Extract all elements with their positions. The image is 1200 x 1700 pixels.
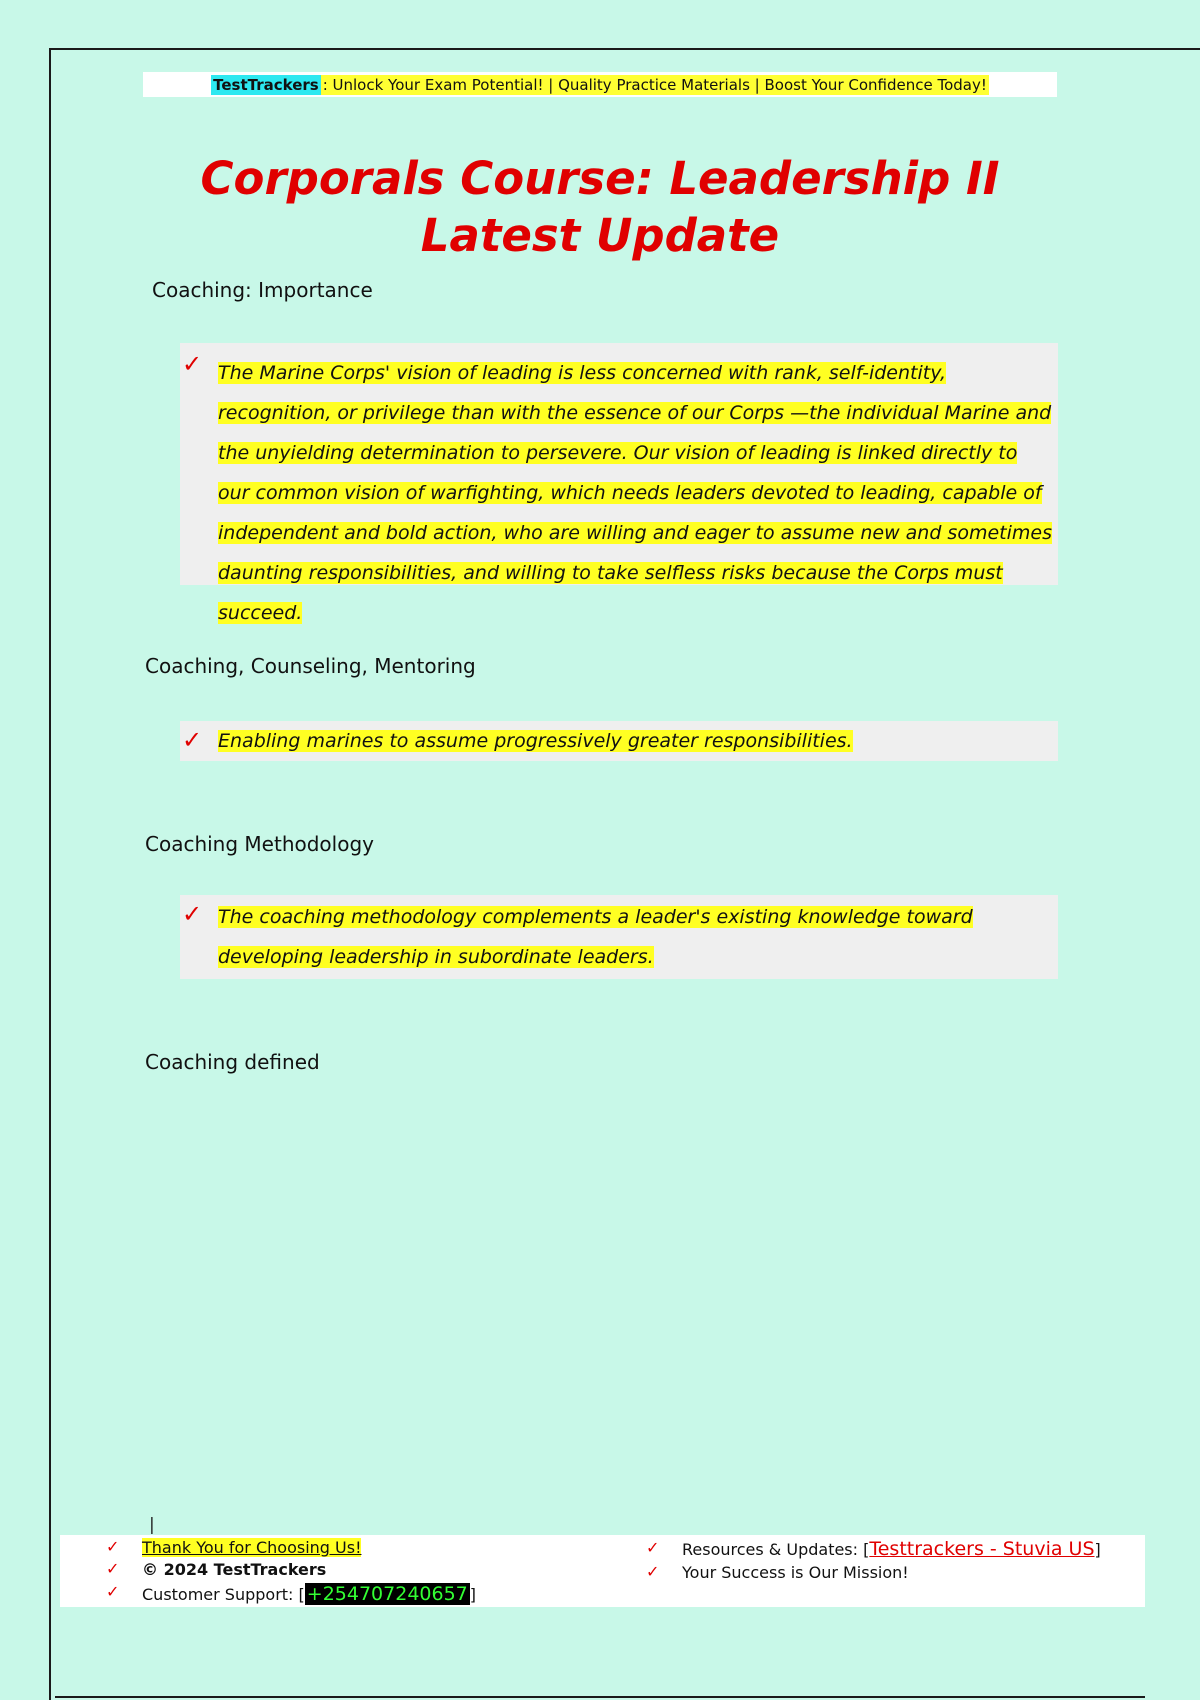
page-border-left	[49, 48, 51, 1700]
question-heading: Coaching, Counseling, Mentoring	[145, 654, 476, 678]
banner-tagline: : Unlock Your Exam Potential! | Quality Practice Materials | Boost Your Confidence Today!	[322, 75, 987, 94]
check-icon: ✓	[106, 1537, 120, 1556]
check-icon: ✓	[646, 1562, 660, 1581]
header-banner	[143, 72, 1057, 97]
support-label: Customer Support: [	[142, 1585, 305, 1604]
footer	[60, 1535, 1145, 1607]
check-icon: ✓	[106, 1582, 120, 1601]
resources-updates	[682, 1538, 1101, 1560]
page-border-bottom	[55, 1696, 1145, 1698]
check-icon: ✓	[646, 1538, 660, 1557]
resources-link[interactable]: Testtrackers - Stuvia US	[869, 1538, 1095, 1560]
check-icon: ✓	[182, 900, 203, 928]
answer-card	[180, 721, 1058, 761]
answer-text: The Marine Corps' vision of leading is less concerned with rank, self-identity, recognition, or privilege than with the essence of our Corps —the individual Marine and the unyielding determination to persevere. Our vision of leading is linked directly to our common vision of warfighting, which needs leaders devoted to leading, capable of independent and bold action, who are willing and eager to assume new and sometimes daunting responsibilities, and willing to take selfless risks because the Corps must succeed.	[218, 362, 1052, 624]
copyright: © 2024 TestTrackers	[142, 1560, 327, 1579]
check-icon: ✓	[106, 1559, 120, 1578]
page-border-top	[49, 48, 1200, 50]
support-close: ]	[469, 1585, 477, 1604]
answer-card	[180, 343, 1058, 624]
question-heading: Coaching defined	[145, 1050, 320, 1074]
answer-card	[180, 895, 1058, 979]
check-icon: ✓	[182, 350, 203, 378]
question-heading: Coaching: Importance	[152, 278, 373, 302]
support-phone[interactable]: +254707240657	[306, 1583, 468, 1605]
brand-name: TestTrackers	[213, 75, 319, 94]
document-title: Corporals Course: Leadership II Latest Update	[200, 152, 1000, 262]
check-icon: ✓	[182, 726, 203, 754]
question-heading: Coaching Methodology	[145, 832, 374, 856]
resources-close: ]	[1094, 1540, 1101, 1559]
thank-you-note: Thank You for Choosing Us!	[142, 1538, 362, 1557]
answer-text: Enabling marines to assume progressively greater responsibilities.	[218, 730, 853, 752]
text-cursor: |	[149, 1515, 155, 1535]
customer-support	[142, 1583, 476, 1605]
answer-text: The coaching methodology complements a leader's existing knowledge toward developing leadership in subordinate leaders.	[218, 906, 973, 968]
resources-label: Resources & Updates: [	[682, 1540, 870, 1559]
mission-statement: Your Success is Our Mission!	[682, 1563, 909, 1582]
